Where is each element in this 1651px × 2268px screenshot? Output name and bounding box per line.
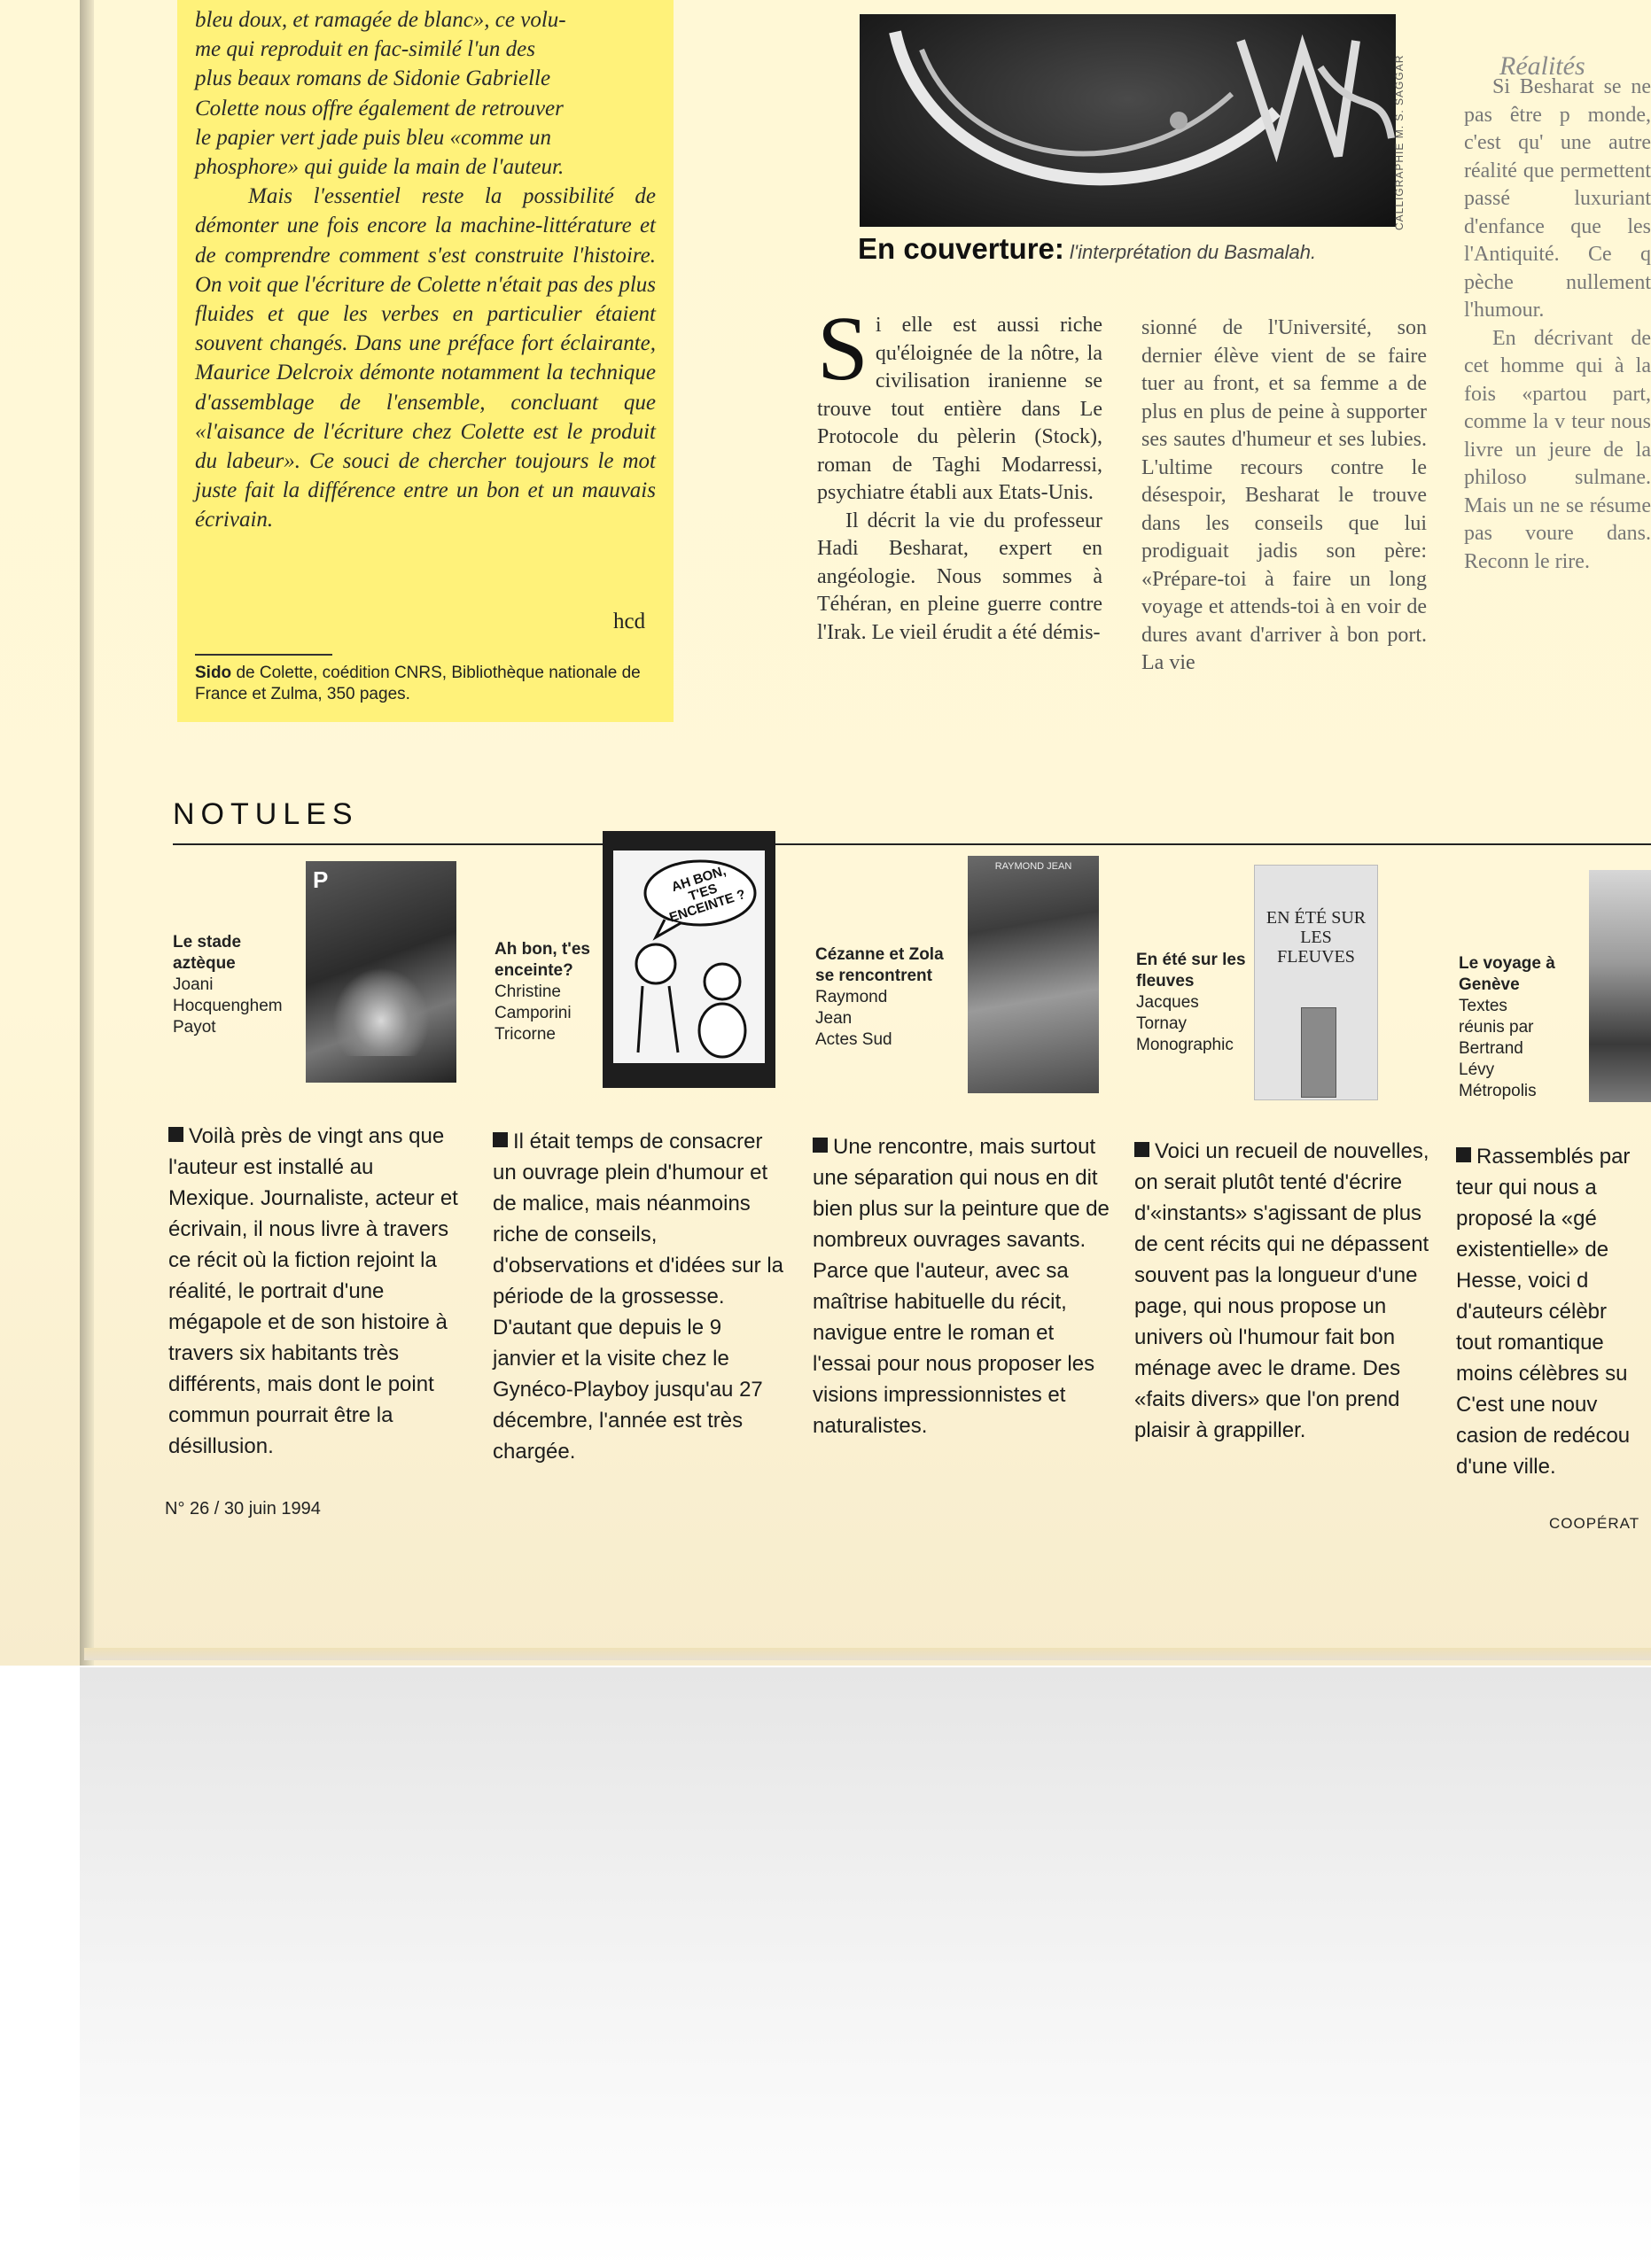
notule-author: Lévy bbox=[1459, 1060, 1495, 1079]
notule-author: Hocquenghem bbox=[173, 997, 283, 1015]
section-rule bbox=[173, 843, 1651, 845]
publisher-letter: P bbox=[313, 866, 329, 893]
cover-band bbox=[1301, 1007, 1336, 1098]
notule-label bbox=[815, 944, 957, 1051]
article-paragraph: sionné de l'Université, son dernier élève vient de se faire tuer au front, et sa femme a de plus en plus de peine à supporter ses sautes d'humeur et ses lubies. L'ultime recours contre le désespoir, Besharat le trouve dans les conseils que lui prodiguait jadis son père: «Prépare-toi à faire un long voyage et attends-toi à en voir de dures avant d'arriver à bon port. La vie bbox=[1141, 316, 1427, 674]
page-edge bbox=[84, 1648, 1651, 1660]
photo-credit: CALLIGRAPHIE M. S. SAGGAR bbox=[1393, 54, 1406, 230]
article-paragraph: En décrivant de cet homme qui à la fois «partou part, comme la v teur nous livre un jeure de la philoso sulmane. Mais un ne se résume pas voure dans. Reconn le rire. bbox=[1464, 326, 1651, 573]
book-cover-stade-azteque bbox=[306, 861, 456, 1083]
notule-review bbox=[813, 1131, 1110, 1441]
review-credit bbox=[195, 663, 674, 705]
notule-label bbox=[173, 932, 297, 1038]
cover-caption bbox=[858, 232, 1425, 266]
review-line: bleu doux, et ramagée de blanc», ce volu- bbox=[195, 8, 566, 32]
notule-author: Jean bbox=[815, 1009, 853, 1028]
speech-bubble-text: AH BON, T'ES ENCEINTE ? bbox=[667, 863, 748, 926]
notule-author: Joani bbox=[173, 975, 214, 994]
bullet-square-icon bbox=[813, 1138, 828, 1153]
review-signature: hcd bbox=[613, 610, 646, 633]
signature-divider bbox=[195, 654, 332, 656]
notule-publisher: Payot bbox=[173, 1018, 216, 1037]
review-line: Colette nous offre également de retrouver bbox=[195, 96, 564, 120]
notule-author: Tornay bbox=[1136, 1014, 1188, 1033]
notule-title: Cézanne et Zola se rencontrent bbox=[815, 945, 944, 985]
notule-publisher: Métropolis bbox=[1459, 1082, 1537, 1100]
publication-name: COOPÉRAT bbox=[1549, 1515, 1640, 1532]
credit-title: Sido bbox=[195, 664, 232, 682]
article-paragraph: i elle est aussi riche qu'éloignée de la nôtre, la civilisation iranienne se trouve tout entière dans Le Protocole du pèlerin (Stock), roman de Taghi Modarressi, psychiatre établi aux Etats-Unis. bbox=[817, 314, 1102, 504]
bullet-square-icon bbox=[1456, 1147, 1471, 1162]
notule-publisher: Tricorne bbox=[495, 1025, 556, 1044]
notule-title: En été sur les fleuves bbox=[1136, 951, 1246, 990]
notule-review bbox=[168, 1121, 465, 1462]
notule-author: Christine bbox=[495, 983, 561, 1001]
notule-text: Il était temps de consacrer un ouvrage plein d'humour et de malice, mais néanmoins riche de conseils, d'observations et d'idées sur la période de la grossesse. D'autant que depuis le 9 janvier et la visite chez le Gynéco-Playboy jusqu'au 27 décembre, l'année est très chargée. bbox=[493, 1130, 784, 1464]
notule-author: Jacques bbox=[1136, 993, 1199, 1012]
notule-title: Ah bon, t'es enceinte? bbox=[495, 940, 590, 980]
side-article-title: Réalités bbox=[1499, 51, 1585, 81]
cover-artwork bbox=[332, 967, 430, 1056]
book-cover-en-ete bbox=[1254, 865, 1378, 1100]
review-line: plus beaux romans de Sidonie Gabrielle bbox=[195, 66, 551, 91]
notule-author: réunis par bbox=[1459, 1018, 1534, 1037]
review-text bbox=[195, 5, 656, 535]
article-column-2 bbox=[1141, 315, 1427, 678]
bullet-square-icon bbox=[493, 1132, 508, 1147]
bullet-square-icon bbox=[1134, 1142, 1149, 1157]
notule-text: Voilà près de vingt ans que l'auteur est installé au Mexique. Journaliste, acteur et écrivain, il nous livre à travers ce récit où la fiction rejoint la réalité, le portrait d'une mégapole et de son histoire à travers six habitants très différents, mais dont le point commun pourrait être la désillusion. bbox=[168, 1124, 458, 1458]
article-paragraph: Si Besharat se ne pas être p monde, c'est qu' une autre réalité que permettent passé luxuriant d'enfance que les l'Antiquité. Ce q pèche nullement l'humour. bbox=[1464, 75, 1651, 322]
scan-background bbox=[80, 1667, 1651, 2268]
book-cover-cezanne-zola bbox=[968, 856, 1099, 1093]
issue-date: N° 26 / 30 juin 1994 bbox=[165, 1499, 321, 1518]
notule-author: Bertrand bbox=[1459, 1039, 1523, 1058]
notule-author: Textes bbox=[1459, 997, 1507, 1015]
article-paragraph: Il décrit la vie du professeur Hadi Besharat, expert en angéologie. Nous sommes à Téhéran, en pleine guerre contre l'Irak. Le vieil érudit a été démis- bbox=[817, 509, 1102, 644]
cover-title: EN ÉTÉ SUR LES FLEUVES bbox=[1266, 908, 1367, 967]
notule-author: Raymond bbox=[815, 988, 888, 1006]
notule-review bbox=[1456, 1141, 1647, 1482]
notule-text: Une rencontre, mais surtout une séparation qui nous en dit bien plus sur la peinture que de nombreux ouvrages savants. Parce que l'auteur, avec sa maîtrise habituelle du récit, navigue entre le roman et l'essai pour nous proposer les visions impressionnistes et naturalistes. bbox=[813, 1135, 1110, 1438]
calligraphy-image bbox=[860, 14, 1396, 227]
review-line: me qui reproduit en fac-similé l'un des bbox=[195, 37, 535, 62]
calligraphy-strokes bbox=[860, 14, 1396, 227]
cover-author: RAYMOND JEAN bbox=[994, 861, 1072, 872]
article-column-1 bbox=[817, 298, 1102, 647]
cartoon-drawing bbox=[603, 831, 775, 1088]
drop-cap: S bbox=[817, 298, 868, 400]
cover-caption-label: En couverture: bbox=[858, 232, 1064, 265]
notule-title: Le voyage à Genève bbox=[1459, 954, 1555, 994]
section-heading: NOTULES bbox=[173, 797, 359, 831]
notule-review bbox=[493, 1126, 790, 1467]
notule-label bbox=[1136, 950, 1251, 1056]
review-line: le papier vert jade puis bleu «comme un bbox=[195, 125, 551, 150]
cover-caption-text: l'interprétation du Basmalah. bbox=[1063, 241, 1317, 263]
side-article-column bbox=[1464, 74, 1651, 576]
notule-author: Camporini bbox=[495, 1004, 572, 1022]
book-cover-voyage-geneve bbox=[1589, 870, 1651, 1102]
notule-label bbox=[495, 939, 592, 1045]
review-paragraph: Mais l'essentiel reste la possibilité de démonter une fois encore la machine-littérature et de comprendre comment s'est construite l'histoire. On voit que l'écriture de Colette n'était pas des plus fluides et que les verbes en particulier étaient souvent changés. Dans une préface fort éclairante, Maurice Delcroix démonte notamment la technique d'assemblage de l'ensemble, concluant que «l'aisance de l'écriture chez Colette est le produit du labeur». Ce souci de chercher toujours le mot juste fait la différence entre un bon et un mauvais écrivain. bbox=[195, 184, 656, 532]
book-cover-ah-bon bbox=[603, 831, 775, 1088]
notule-title: Le stade aztèque bbox=[173, 933, 242, 973]
notule-publisher: Actes Sud bbox=[815, 1030, 892, 1049]
notule-review bbox=[1134, 1136, 1431, 1446]
notule-text: Rassemblés par teur qui nous a proposé la «gé existentielle» de Hesse, voici d d'auteurs célèbr tout romantique moins célèbres su C'est une nouv casion de redécou d'une ville. bbox=[1456, 1145, 1631, 1479]
notule-publisher: Monographic bbox=[1136, 1036, 1234, 1054]
bullet-square-icon bbox=[168, 1127, 183, 1142]
notule-label bbox=[1459, 953, 1583, 1102]
credit-details: de Colette, coédition CNRS, Bibliothèque nationale de France et Zulma, 350 pages. bbox=[195, 664, 641, 703]
review-line: phosphore» qui guide la main de l'auteur. bbox=[195, 155, 565, 180]
notule-text: Voici un recueil de nouvelles, on serait plutôt tenté d'écrire d'«instants» s'agissant de plus de cent récits qui ne dépassent souvent pas la longueur d'une page, qui nous propose un univers où l'humour fait bon ménage avec le drame. Des «faits divers» que l'on prend plaisir à grappiller. bbox=[1134, 1139, 1429, 1442]
page-fold-shadow bbox=[80, 0, 94, 1666]
